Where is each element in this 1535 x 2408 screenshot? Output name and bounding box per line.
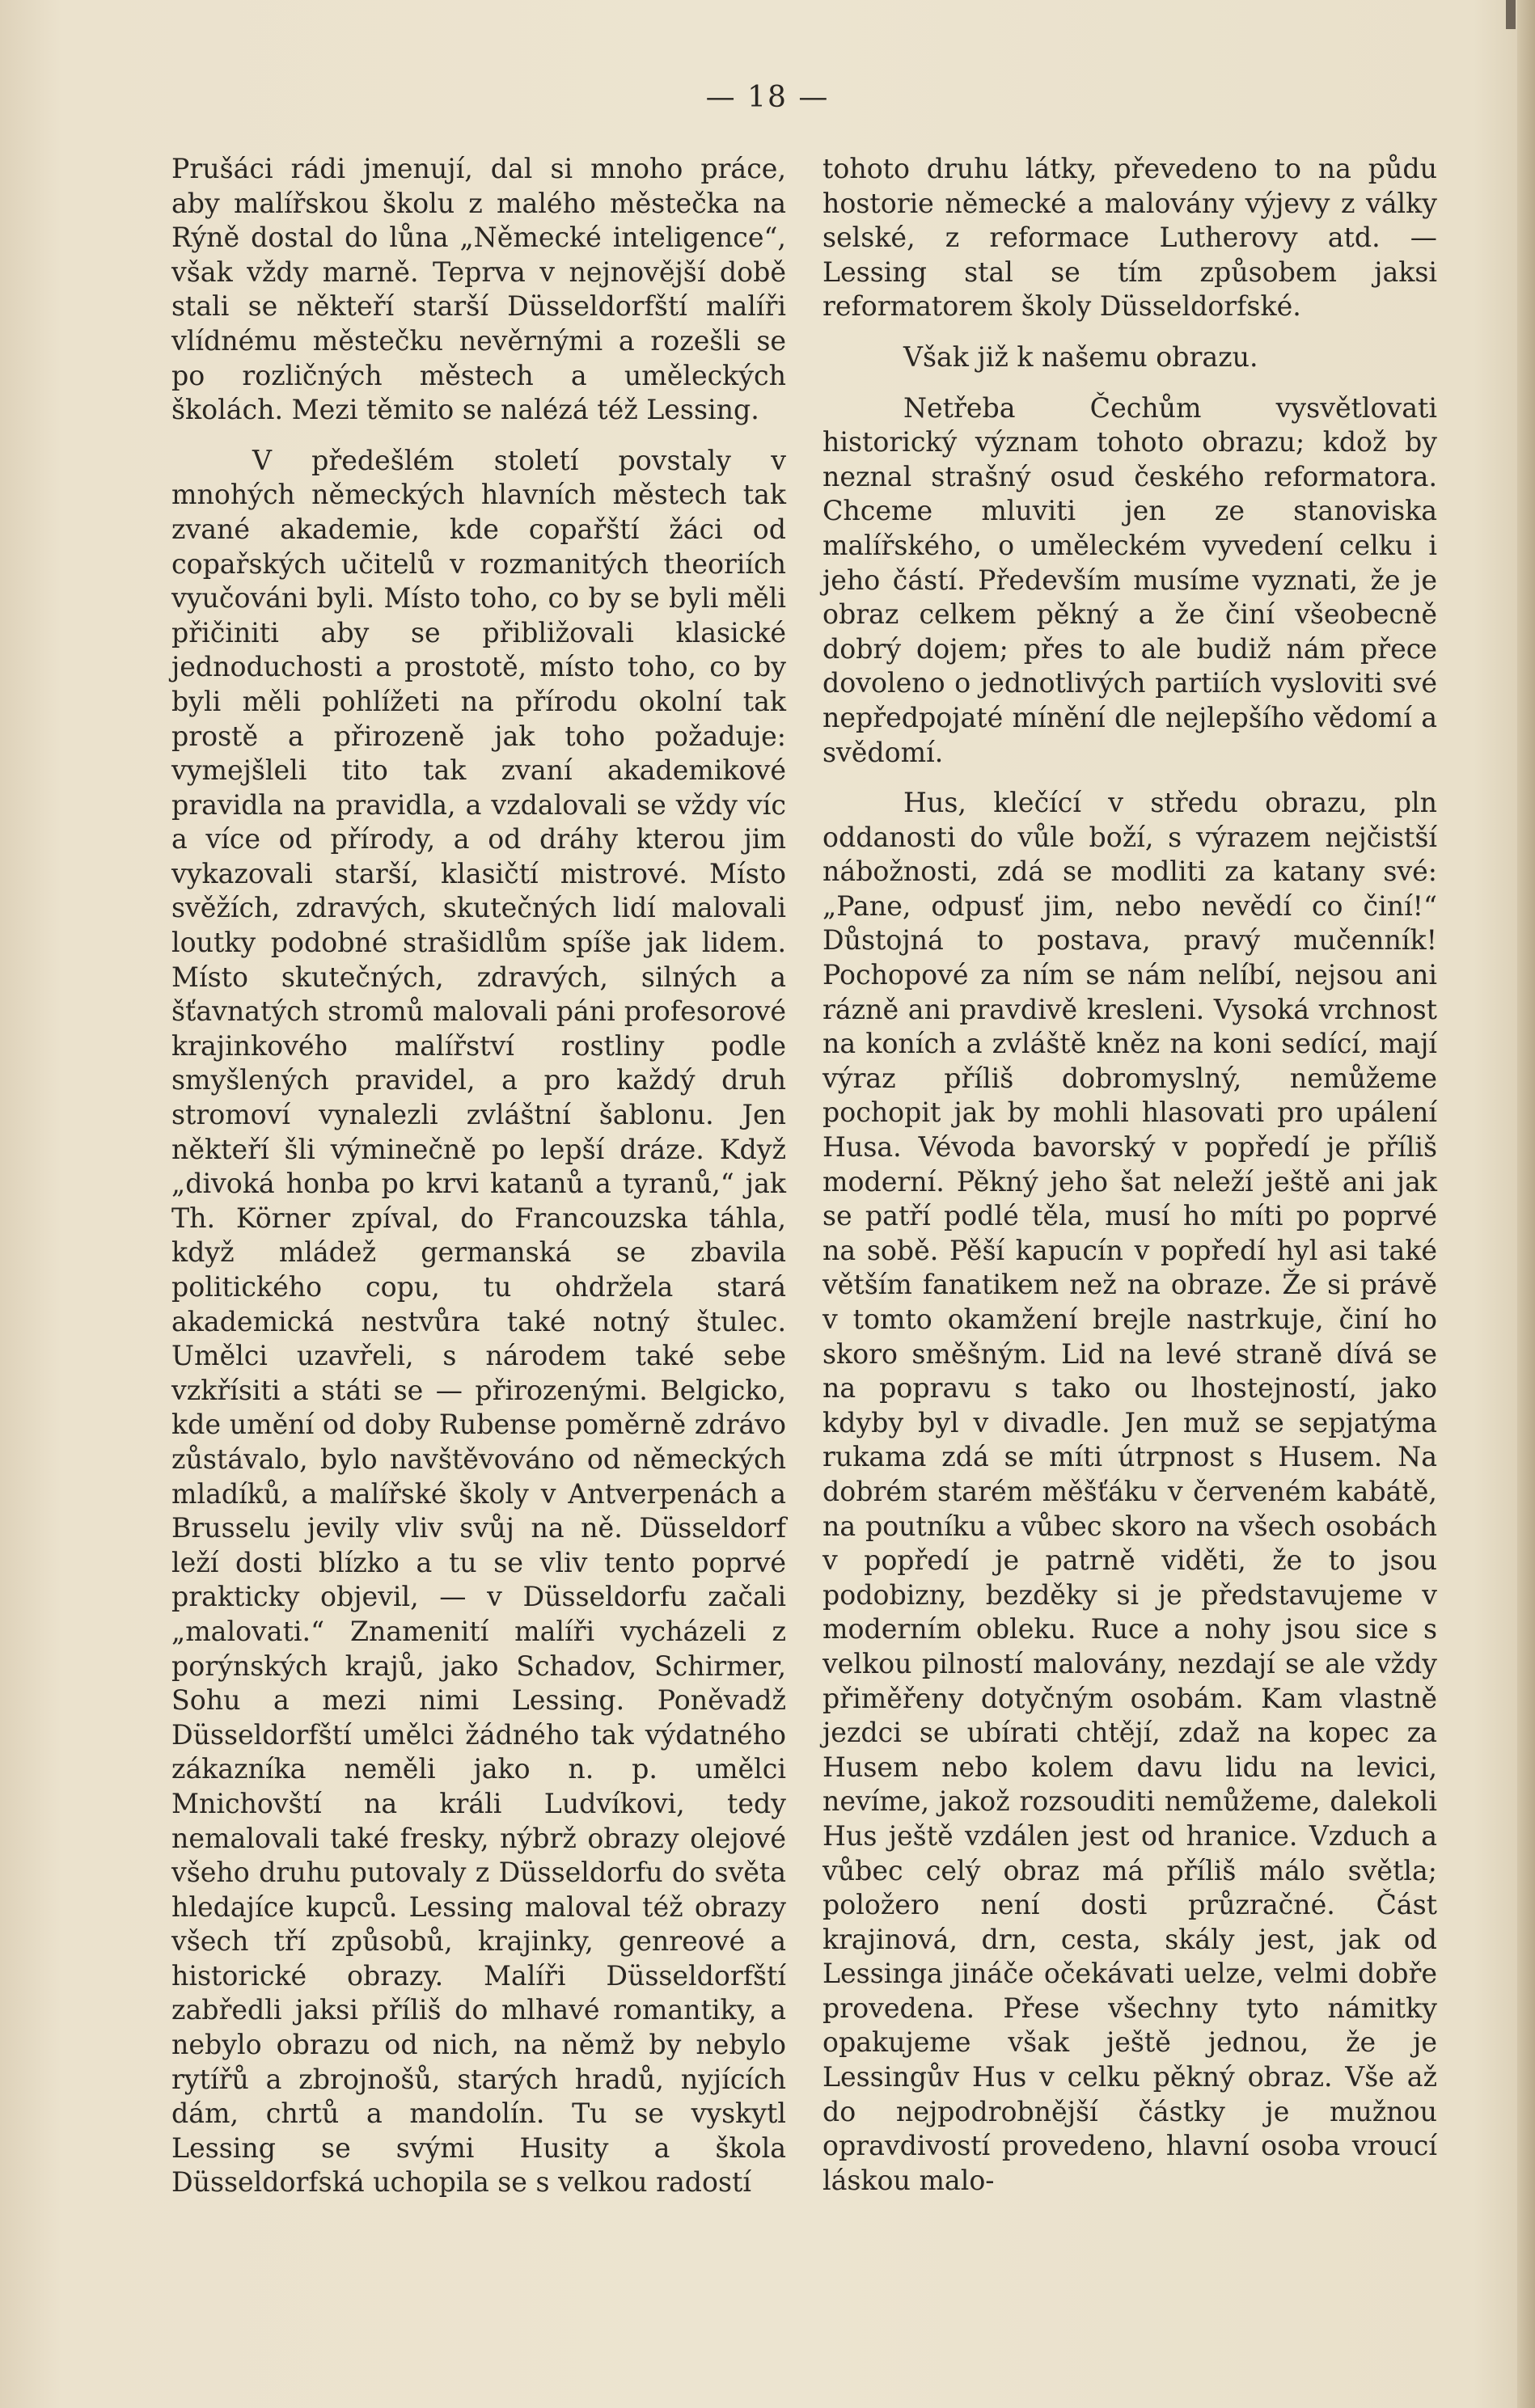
- left-column: [171, 152, 786, 2351]
- right-paragraph-1: tohoto druhu látky, převedeno to na půdu hostorie německé a malovány výjevy z války selské, z reformace Lutherovy atd. — Lessing stal se tím způsobem jaksi reformatorem školy Düsseldorfské.: [822, 153, 1437, 323]
- left-paragraph-2: V předešlém století povstaly v mnohých německých hlavních městech tak zvané akademie, kde copařští žáci od copařských učitelů v rozmanitých theoriích vyučováni byli. Místo toho, co by se byli měli přičiniti aby se přibližovali klasické jednoduchosti a prostotě, místo toho, co by byli měli pohlížeti na přírodu okolní tak prostě a přirozeně jak toho požaduje: vymejšleli tito tak zvaní akademikové pravidla na pravidla, a vzdalovali se vždy víc a více od přírody, a od dráhy kterou jim vykazovali starší, klasičtí mistrové. Místo svěžích, zdravých, skutečných lidí malovali loutky podobné strašidlům spíše jak lidem. Místo skutečných, zdravých, silných a šťavnatých stromů malovali páni profesorové krajinkového malířství rostliny podle smyšlených pravidel, a pro každý druh stromoví vynalezli zvláštní šablonu. Jen někteří šli výminečně po lepší dráze. Když „divoká honba po krvi katanů a tyranů,“ jak Th. Körner zpíval, do Francouzska táhla, když mládež germanská se zbavila politického copu, tu ohdržela stará akademická nestvůra také notný štulec. Umělci uzavřeli, s národem také sebe vzkřísiti a státi se — přirozenými. Belgicko, kde umění od doby Rubense poměrně zdrávo zůstávalo, bylo navštěvováno od německých mladíků, a malířské školy v Antverpenách a Brusselu jevily vliv svůj na ně. Düsseldorf leží dosti blízko a tu se vliv tento poprvé prakticky objevil, — v Düsseldorfu začali „malovati.“ Znamenití malíři vycházeli z porýnských krajů, jako Schadov, Schirmer, Sohu a mezi nimi Lessing. Poněvadž Düsseldorfští umělci žádného tak výdatného zákazníka neměli jako n. p. umělci Mnichovští na králi Ludvíkovi, tedy nemalovali také fresky, nýbrž obrazy olejové všeho druhu putovaly z Düsseldorfu do světa hledajíce kupců. Lessing maloval též obrazy všech tří způsobů, krajinky, genreové a historické obrazy. Malíři Düsseldorfští zabředli jaksi příliš do mlhavé romantiky, a nebylo obrazu od nich, na němž by nebylo rytířů a zbrojnošů, starých hradů, nyjících dám, chrtů a mandolín. Tu se vyskytl Lessing se svými Husity a škola Düsseldorfská uchopila se s velkou radostí: [171, 444, 786, 2199]
- page-number: — 18 —: [705, 81, 830, 114]
- right-paragraph-4: Hus, klečící v středu obrazu, pln oddanosti do vůle boží, s výrazem nejčistší nábožnosti, zdá se modliti za katany své: „Pane, odpusť jim, nebo nevědí co činí!“ Důstojná to postava, pravý mučenník! Pochopové za ním se nám nelíbí, nejsou ani rázně ani pravdivě kresleni. Vysoká vrchnost na koních a zvláště kněz na koni sedící, mají výraz příliš dobromyslný, nemůžeme pochopit jak by mohli hlasovati pro upálení Husa. Vévoda bavorský v popředí je příliš moderní. Pěkný jeho šat neleží ještě ani jak se patří podlé těla, musí ho míti po poprvé na sobě. Pěší kapucín v popředí hyl asi také větším fanatikem než na obraze. Že si právě v tomto okamžení brejle nastrkuje, činí ho skoro směšným. Lid na levé straně dívá se na popravu s tako ou lhostejností, jako kdyby byl v divadle. Jen muž se sepjatýma rukama zdá se míti útrpnost s Husem. Na dobrém starém měšťáku v červeném kabátě, na poutníku a vůbec skoro na všech osobách v popředí je patrně viděti, že to jsou podobizny, bezděky si je představujeme v moderním obleku. Ruce a nohy jsou sice s velkou pilností malovány, nezdají se ale vždy přiměřeny dotyčným osobám. Kam vlastně jezdci se ubírati chtějí, zdaž na kopec za Husem nebo kolem davu lidu na levici, nevíme, jakož rozsouditi nemůžeme, dalekoli Hus ještě vzdálen jest od hranice. Vzduch a vůbec celý obraz má příliš málo světla; položero není dosti průzračné. Část krajinová, drn, cesta, skály jest, jak od Lessinga jináče očekávati uelze, velmi dobře provedena. Přese všechny tyto námitky opakujeme však ještě jednou, že je Lessingův Hus v celku pěkný obraz. Vše až do nejpodrobnější částky je mužnou opravdivostí provedeno, hlavní osoba vroucí láskou malo-: [822, 787, 1437, 2196]
- left-paragraph-1: Prušáci rádi jmenují, dal si mnoho práce, aby malířskou školu z malého městečka na Rýně dostal do lůna „Německé inteligence“, však vždy marně. Teprva v nejnovější době stali se někteří starší Düsseldorfští malíři vlídnému městečku nevěrnými a rozešli se po rozličných městech a uměleckých školách. Mezi těmito se nalézá též Lessing.: [171, 153, 786, 426]
- right-paragraph-2: Však již k našemu obrazu.: [903, 340, 1258, 373]
- right-column: [822, 152, 1437, 2351]
- right-paragraph-3: Netřeba Čechům vysvětlovati historický význam tohoto obrazu; kdož by neznal strašný osud českého reformatora. Chceme mluviti jen ze stanoviska malířského, o uměleckém vyvedení celku i jeho částí. Především musíme vyznati, že je obraz celkem pěkný a že činí všeobecně dobrý dojem; přes to ale budiž nám přece dovoleno o jednotlivých partiích vysloviti své nepředpojaté mínění dle nejlepšího vědomí a svědomí.: [822, 391, 1437, 768]
- page-corner-mark: [1506, 0, 1516, 29]
- page-binding-edge: [1517, 0, 1535, 2408]
